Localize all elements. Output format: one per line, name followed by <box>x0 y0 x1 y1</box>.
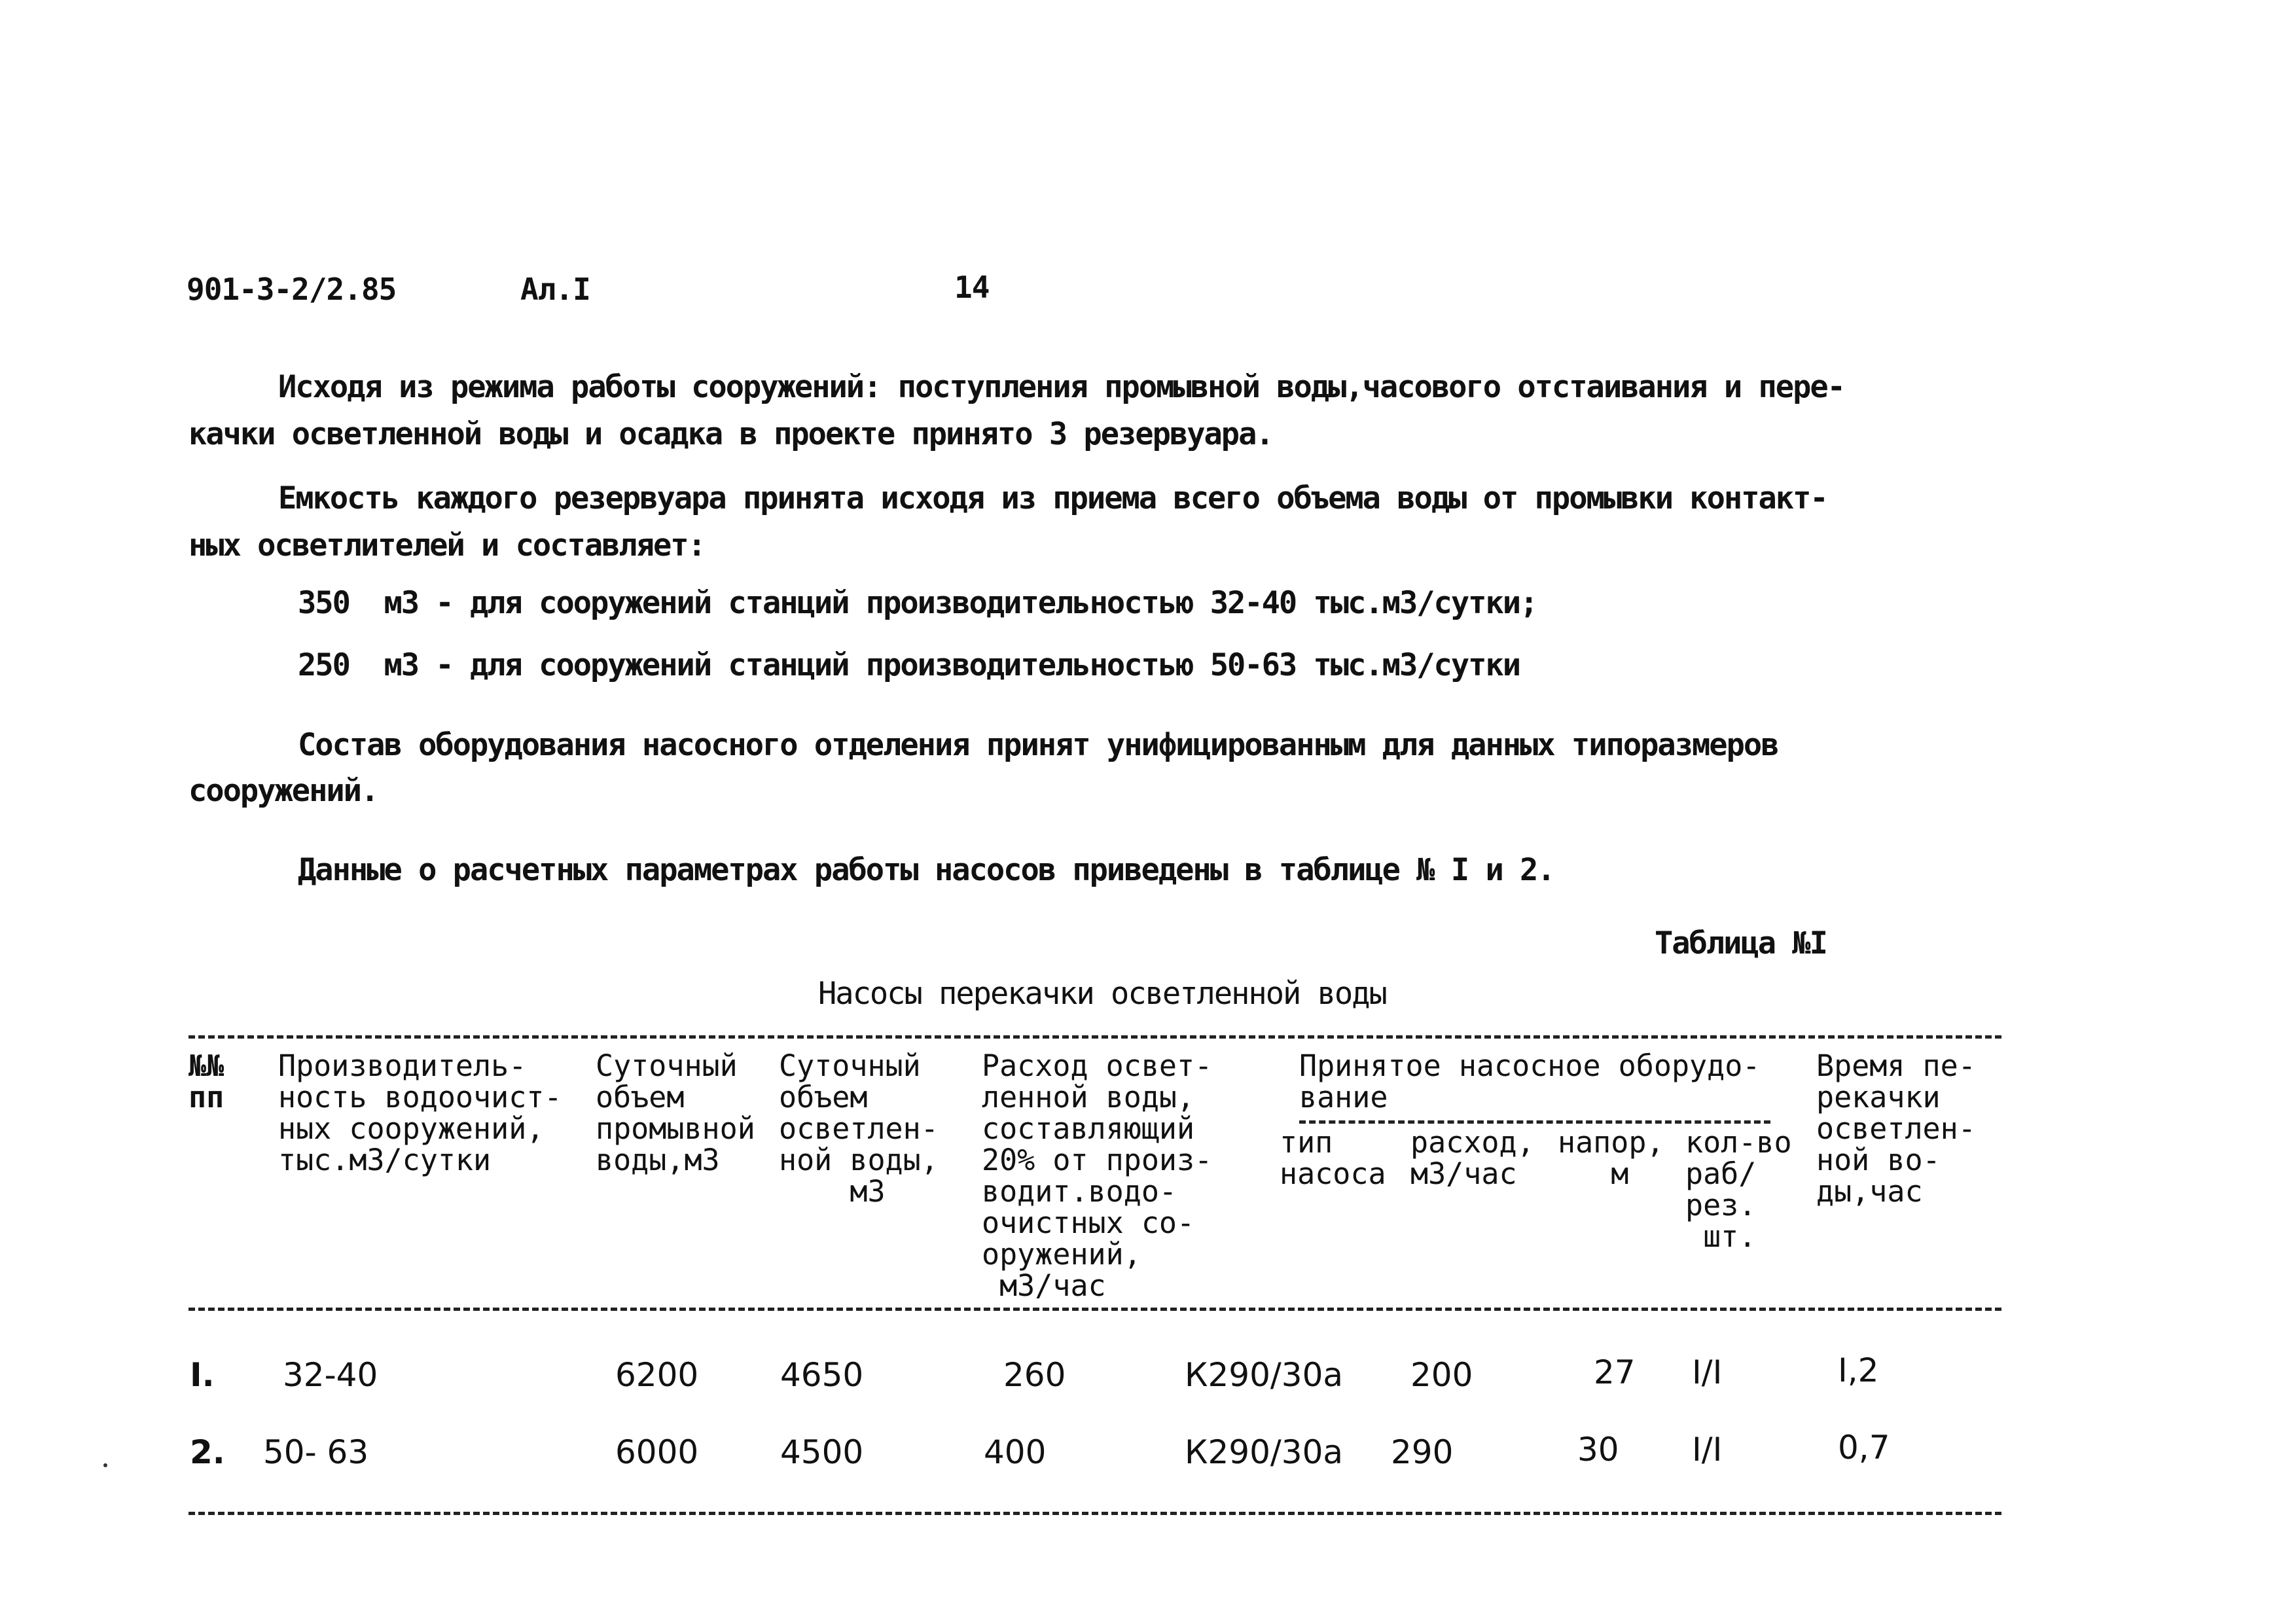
paragraph-1-line-2: качки осветленной воды и осадка в проекте принято 3 резервуара. <box>188 416 1273 452</box>
header-clarified-volume: Суточный объем осветлен- ной воды, м3 <box>779 1048 939 1209</box>
row-2-clarified-volume: 4500 <box>780 1433 864 1471</box>
document-number: 901-3-2/2.85 <box>187 272 397 307</box>
row-2-pump-type: К290/30а <box>1185 1433 1344 1471</box>
paragraph-3-line-1: Состав оборудования насосного отделения принят унифицированным для данных типоразмеров <box>298 727 1778 763</box>
scan-speck <box>103 1463 107 1467</box>
table-bottom-rule <box>188 1512 2001 1515</box>
paragraph-1-line-1: Исходя из режима работы сооружений: поступления промывной воды,часового отстаивания и пере- <box>278 369 1844 405</box>
row-1-num: I. <box>190 1356 215 1394</box>
header-pump-count: кол-во раб/ рез. шт. <box>1685 1125 1792 1254</box>
capacity-item-2: 250 м3 - для сооружений станций производительностью 50-63 тыс.м3/сутки <box>298 647 1520 683</box>
row-1-pump-flow: 200 <box>1410 1356 1473 1394</box>
table-header-rule <box>188 1308 2001 1311</box>
header-capacity: Производитель- ность водоочист- ных сооружений, тыс.м3/сутки <box>278 1048 562 1177</box>
paragraph-4: Данные о расчетных параметрах работы насосов приведены в таблице № I и 2. <box>298 852 1554 888</box>
row-2-num: 2. <box>190 1433 225 1471</box>
header-pump-head: напор, м <box>1558 1125 1664 1191</box>
header-flow: Расход освет- ленной воды, составляющий 20% от произ- водит.водо- очистных со- оружений, м3/час <box>982 1048 1213 1303</box>
album-number: Ал.I <box>520 272 590 307</box>
header-transfer-time: Время пе- рекачки осветлен- ной во- ды,час <box>1816 1048 1976 1209</box>
row-1-clarified-volume: 4650 <box>780 1356 864 1394</box>
capacity-item-1: 350 м3 - для сооружений станций производительностью 32-40 тыс.м3/сутки; <box>298 585 1537 621</box>
header-pump-type: тип насоса <box>1280 1125 1386 1191</box>
table-top-rule <box>188 1035 2001 1039</box>
row-2-flow: 400 <box>984 1433 1047 1471</box>
header-num: №№ пп <box>188 1048 224 1115</box>
row-1-pump-head: 27 <box>1594 1353 1636 1391</box>
header-equipment-group: Принятое насосное оборудо- вание <box>1299 1048 1761 1115</box>
row-2-pump-head: 30 <box>1577 1431 1619 1469</box>
row-1-capacity: 32-40 <box>283 1356 378 1394</box>
row-1-pump-type: К290/30а <box>1185 1356 1344 1394</box>
paragraph-2-line-2: ных осветлителей и составляет: <box>188 527 705 563</box>
header-pump-flow: расход, м3/час <box>1410 1125 1535 1191</box>
row-2-wash-volume: 6000 <box>615 1433 699 1471</box>
row-2-transfer-time: 0,7 <box>1838 1429 1890 1467</box>
table-label: Таблица №I <box>1655 925 1827 961</box>
row-1-flow: 260 <box>1003 1356 1066 1394</box>
header-wash-volume: Суточный объем промывной воды,м3 <box>596 1048 755 1177</box>
row-2-pump-flow: 290 <box>1391 1433 1454 1471</box>
table-title: Насосы перекачки осветленной воды <box>818 976 1386 1012</box>
row-1-pump-count: I/I <box>1692 1353 1723 1391</box>
page-number: 14 <box>954 270 990 305</box>
row-2-pump-count: I/I <box>1692 1431 1723 1469</box>
paragraph-3-line-2: сооружений. <box>188 773 378 809</box>
equipment-group-rule <box>1299 1120 1770 1124</box>
row-1-transfer-time: I,2 <box>1838 1351 1879 1389</box>
paragraph-2-line-1: Емкость каждого резервуара принята исходя из приема всего объема воды от промывки контакт- <box>278 480 1827 516</box>
row-1-wash-volume: 6200 <box>615 1356 699 1394</box>
row-2-capacity: 50- 63 <box>263 1433 369 1471</box>
